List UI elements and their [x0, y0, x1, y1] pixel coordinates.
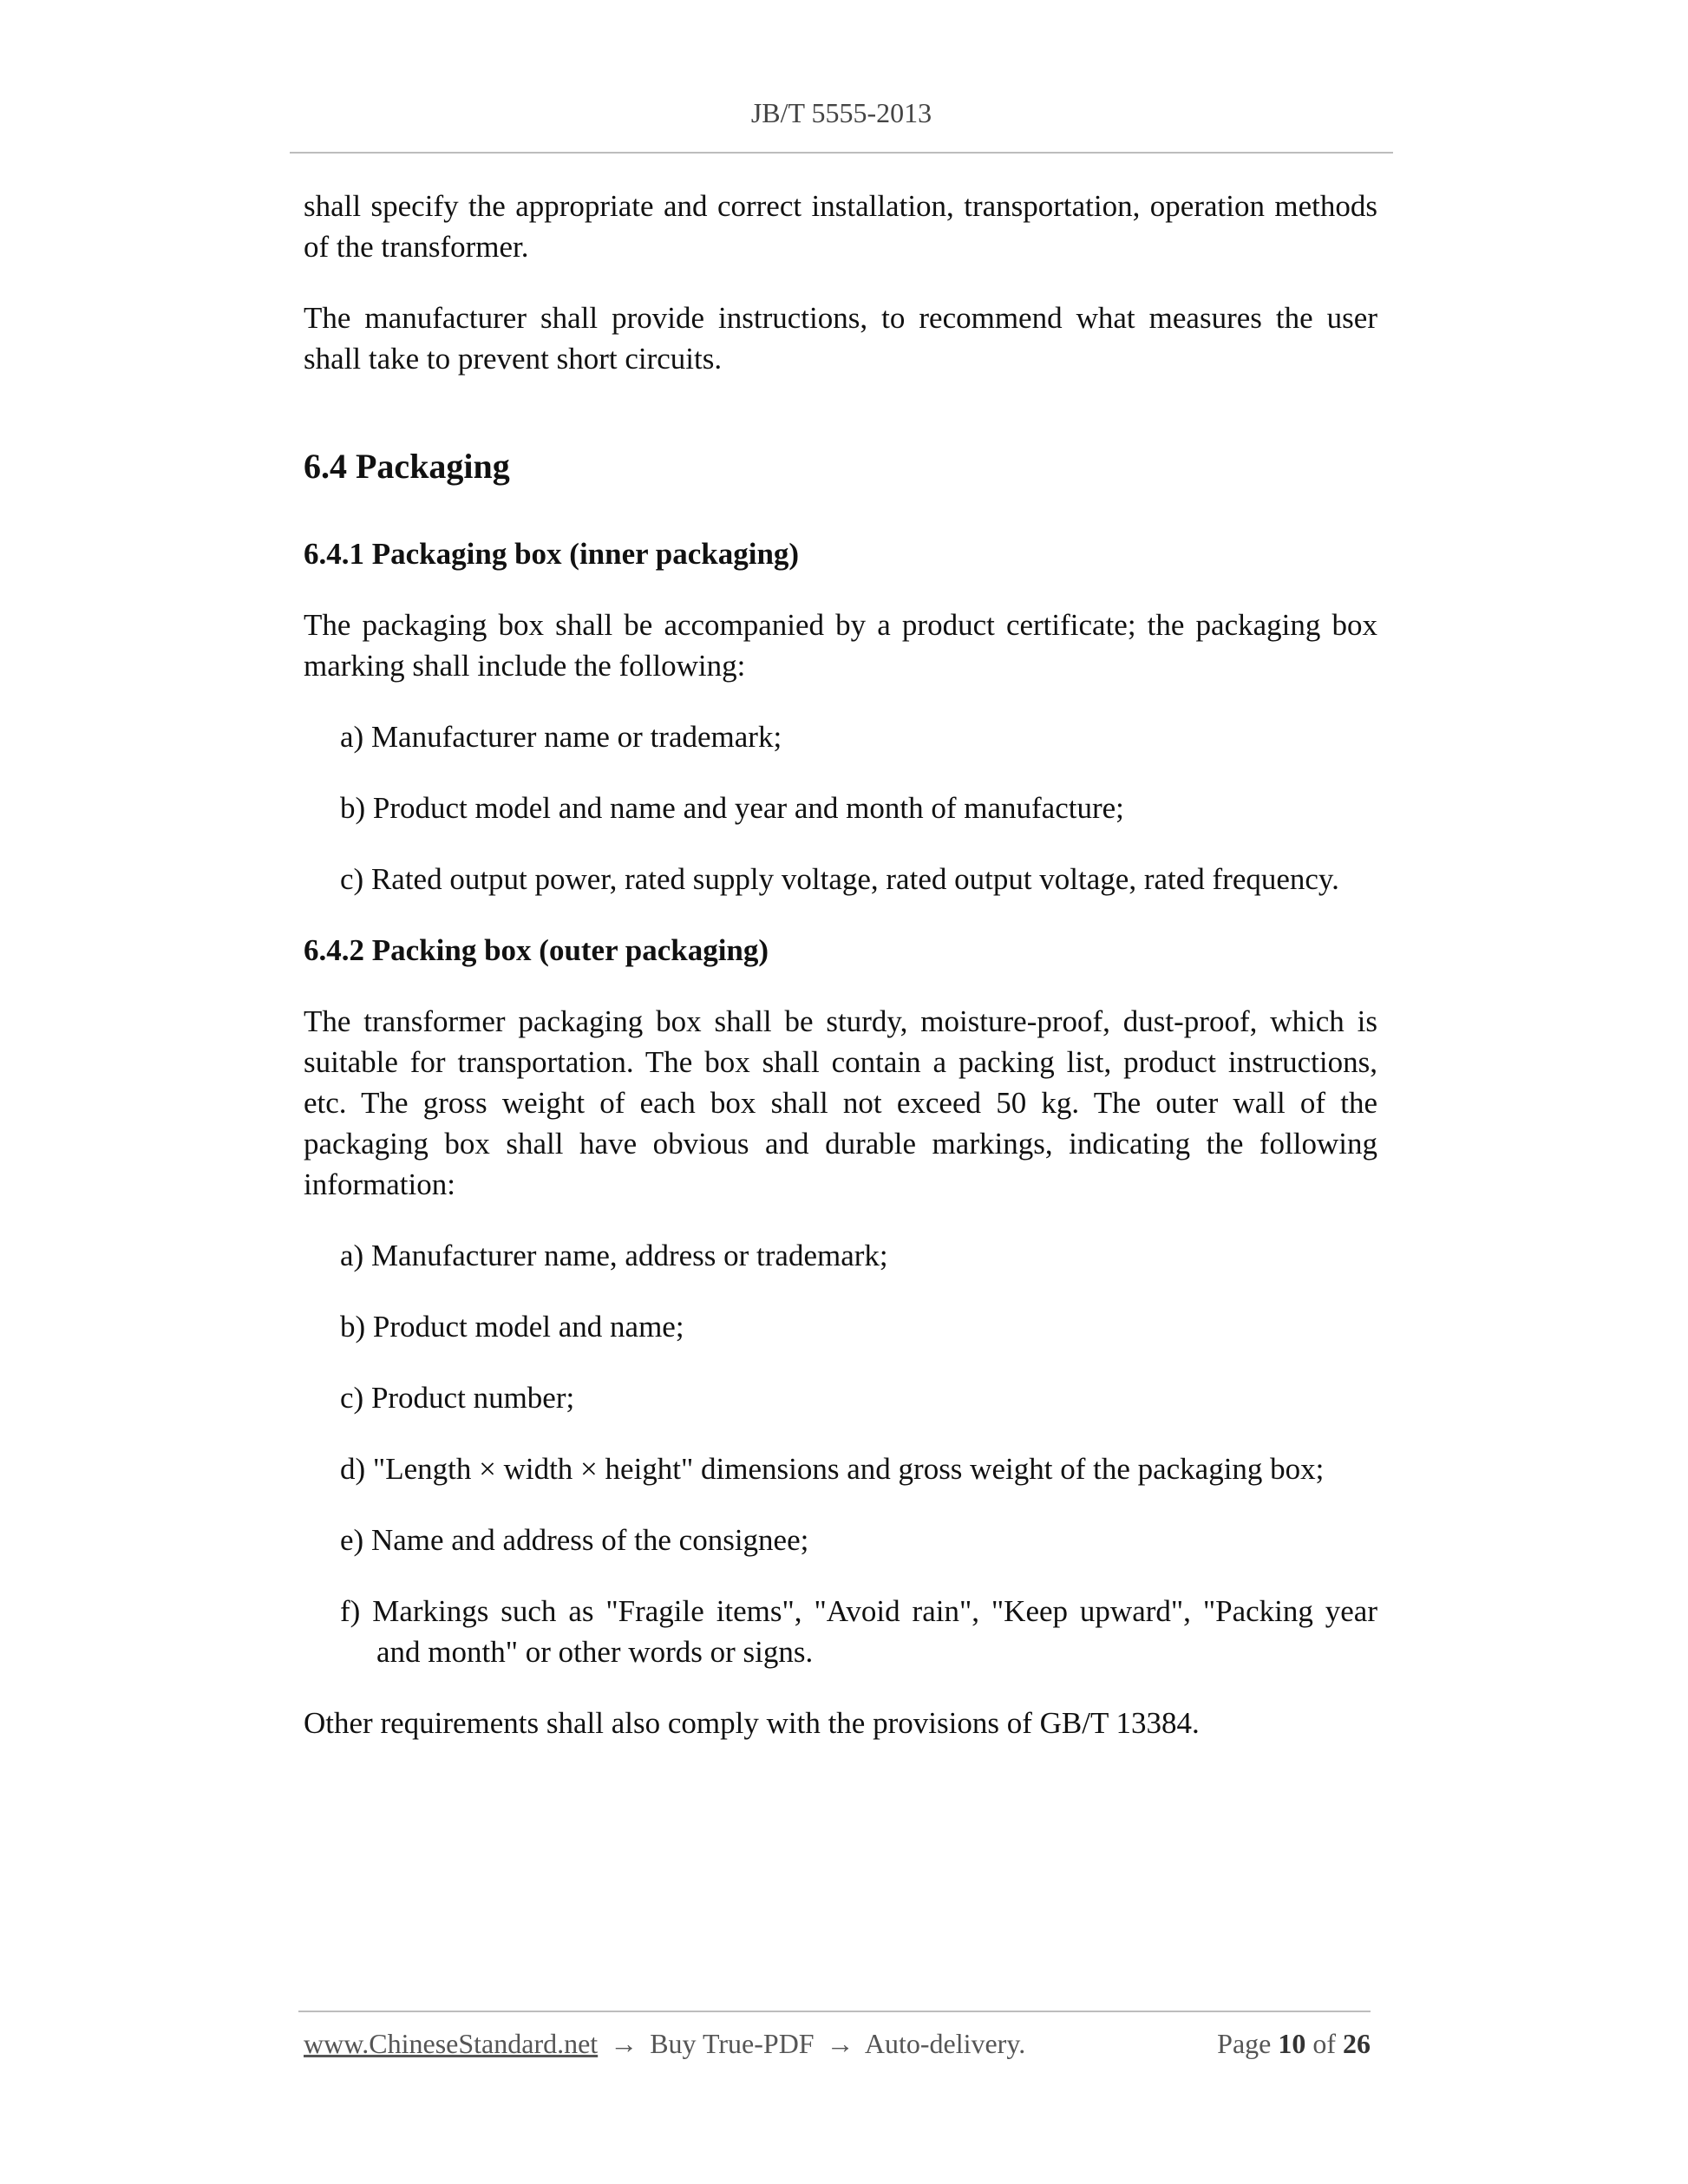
header-divider	[290, 152, 1393, 154]
list-item: b) Product model and name and year and month of manufacture;	[340, 791, 1124, 825]
section-heading-packaging: 6.4 Packaging	[304, 447, 510, 486]
list-item: a) Manufacturer name, address or trademark;	[340, 1239, 888, 1272]
paragraph-closing-requirements: Other requirements shall also comply with the provisions of GB/T 13384.	[304, 1706, 1200, 1740]
document-body	[304, 186, 1377, 1743]
paragraph-short-circuit-instructions: The manufacturer shall provide instructions, to recommend what measures the user shall take to prevent short circuits.	[304, 301, 1377, 376]
list-item: d) "Length × width × height" dimensions and gross weight of the packaging box;	[340, 1452, 1325, 1486]
subsection-heading-outer-packaging: 6.4.2 Packing box (outer packaging)	[304, 933, 769, 967]
list-item: c) Product number;	[340, 1381, 575, 1415]
arrow-right-icon: →	[826, 2028, 854, 2059]
paragraph-continuation: shall specify the appropriate and correct installation, transportation, operation methods of the transformer.	[304, 189, 1377, 264]
auto-delivery-text: Auto-delivery.	[864, 2028, 1026, 2059]
footer-links	[304, 2028, 1025, 2060]
arrow-right-icon: →	[610, 2028, 638, 2059]
page-footer	[304, 2028, 1371, 2060]
paragraph-inner-packaging-intro: The packaging box shall be accompanied by a product certificate; the packaging box marking shall include the following:	[304, 608, 1377, 683]
list-item: f) Markings such as "Fragile items", "Avoid rain", "Keep upward", "Packing year and month" or other words or signs.	[340, 1594, 1377, 1669]
paragraph-outer-packaging-intro: The transformer packaging box shall be sturdy, moisture-proof, dust-proof, which is suitable for transportation. The box shall contain a packing list, product instructions, etc. The gross weight of each box shall not exceed 50 kg. The outer wall of the packaging box shall have obvious and durable markings, indicating the following information:	[304, 1004, 1377, 1201]
list-item: b) Product model and name;	[340, 1310, 684, 1344]
subsection-heading-inner-packaging: 6.4.1 Packaging box (inner packaging)	[304, 537, 800, 571]
page-current: 10	[1278, 2028, 1306, 2059]
list-item: a) Manufacturer name or trademark;	[340, 720, 782, 754]
list-item: e) Name and address of the consignee;	[340, 1523, 809, 1557]
chinesestandard-link[interactable]: www.ChineseStandard.net	[304, 2028, 599, 2059]
document-header-title: JB/T 5555-2013	[750, 97, 932, 128]
footer-divider	[298, 2011, 1371, 2012]
page-label: Page	[1217, 2028, 1272, 2059]
page-of-label: of	[1312, 2028, 1336, 2059]
list-item: c) Rated output power, rated supply voltage, rated output voltage, rated frequency.	[340, 862, 1339, 896]
buy-true-pdf-text: Buy True-PDF	[650, 2028, 815, 2059]
page-total: 26	[1343, 2028, 1371, 2059]
page-number	[1217, 2028, 1371, 2060]
